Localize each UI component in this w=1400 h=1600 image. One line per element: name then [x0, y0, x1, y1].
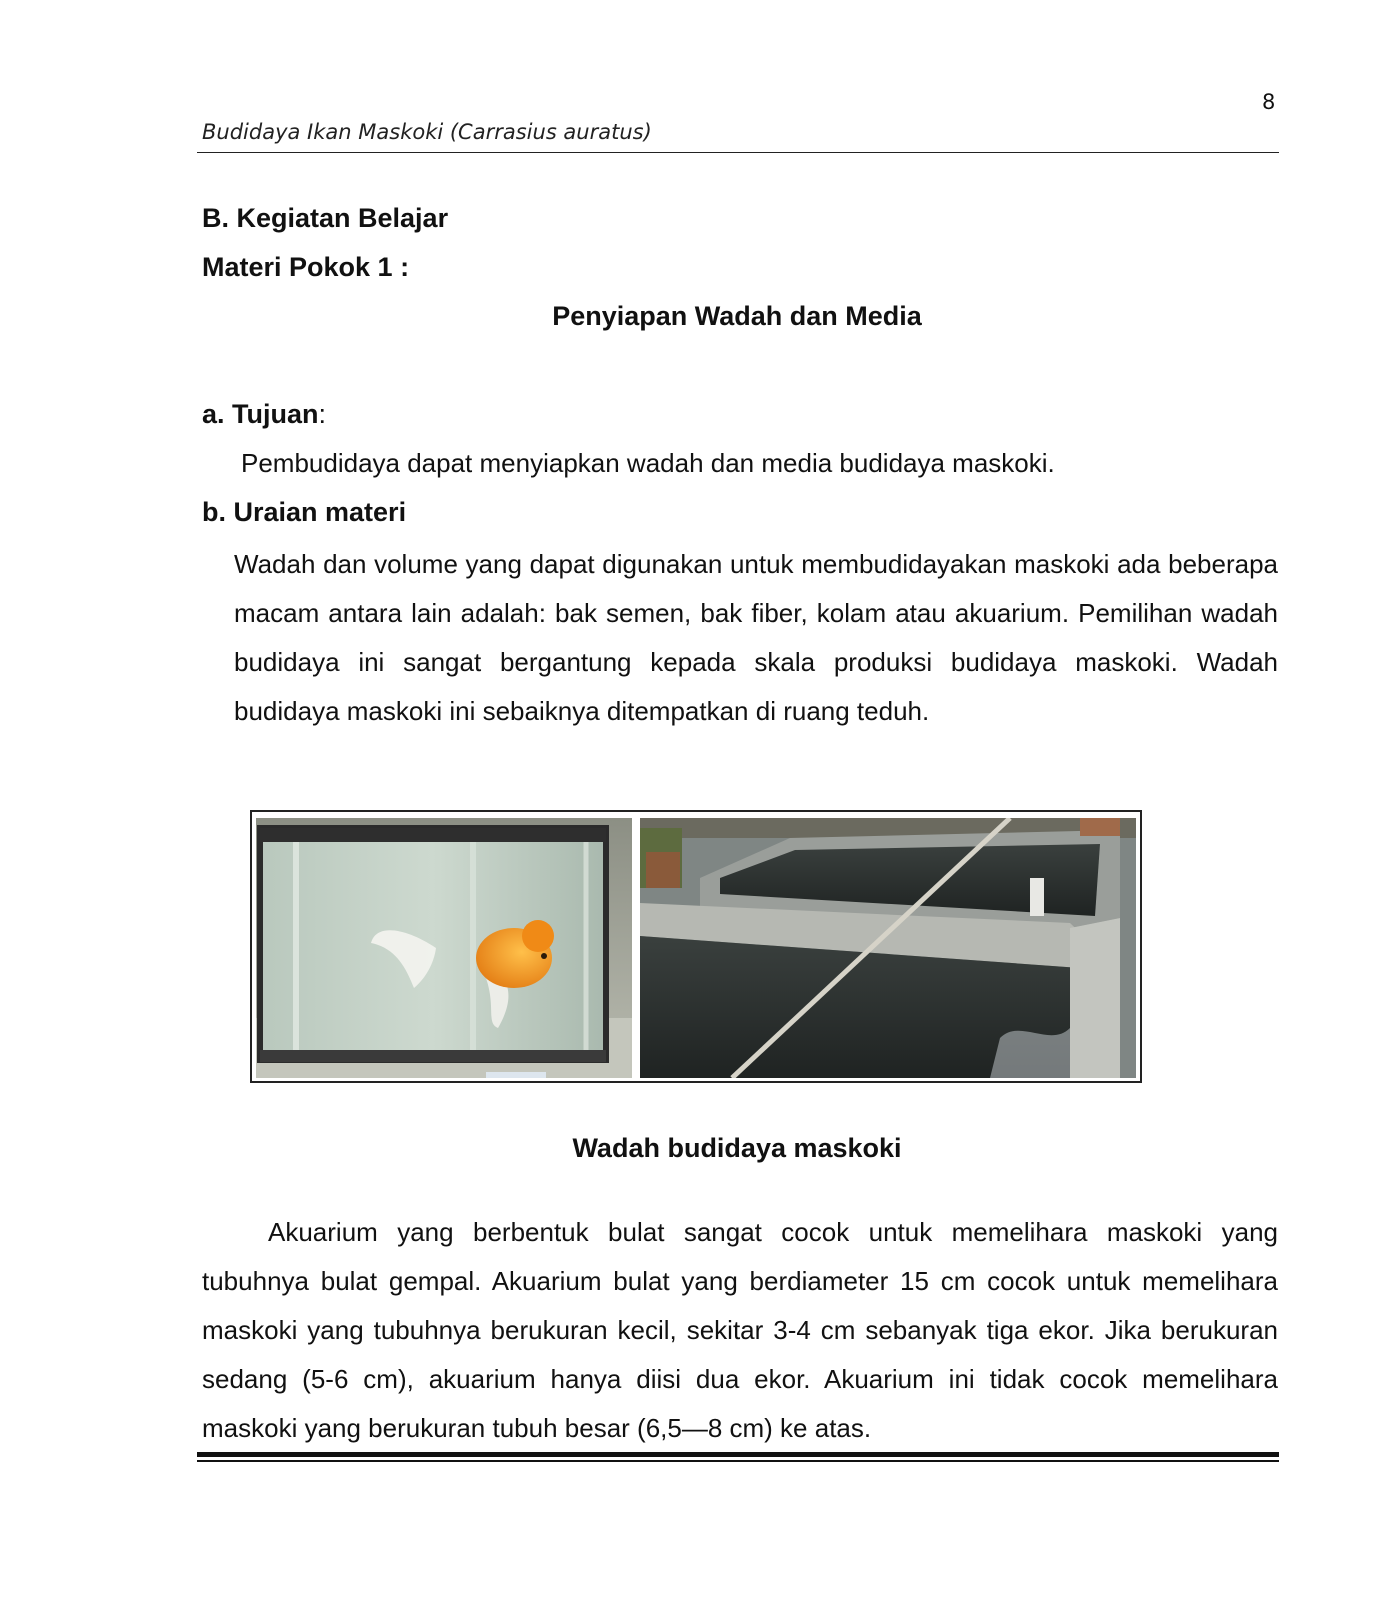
objective-heading-label: a. Tujuan — [202, 399, 319, 429]
header-rule — [197, 152, 1279, 153]
objective-text: Pembudidaya dapat menyiapkan wadah dan media budidaya maskoki. — [241, 448, 1055, 478]
objective-heading — [202, 399, 326, 430]
material-paragraph: Wadah dan volume yang dapat digunakan untuk membudidayakan maskoki ada beberapa macam antara lain adalah: bak semen, bak fiber, kolam atau akuarium. Pemilihan wadah budidaya ini sangat bergantung kepada skala produksi budidaya maskoki. Wadah budidaya maskoki ini sebaiknya ditempatkan di ruang teduh. — [234, 549, 1278, 726]
material-heading: b. Uraian materi — [202, 497, 407, 527]
body-paragraph-text: Akuarium yang berbentuk bulat sangat cocok untuk memelihara maskoki yang tubuhnya bulat gempal. Akuarium bulat yang berdiameter 15 cm cocok untuk memelihara maskoki yang tubuhnya berukuran kecil, sekitar 3-4 cm sebanyak tiga ekor. Jika berukuran sedang (5-6 cm), akuarium hanya diisi dua ekor. Akuarium ini tidak cocok memelihara maskoki yang berukuran tubuh besar (6,5—8 cm) ke atas. — [202, 1217, 1278, 1443]
topic-title: Penyiapan Wadah dan Media — [552, 301, 922, 331]
aquarium-illustration — [256, 818, 632, 1078]
aquarium-photo — [256, 818, 632, 1078]
section-title: B. Kegiatan Belajar — [202, 203, 449, 233]
objective-heading-colon: : — [318, 399, 327, 429]
footer-rule-thin — [197, 1460, 1279, 1462]
subject-label: Materi Pokok 1 : — [202, 252, 410, 282]
figure-frame — [250, 810, 1142, 1083]
pond-illustration — [640, 818, 1136, 1078]
body-paragraph — [202, 1208, 1278, 1453]
footer-rule-thick — [197, 1452, 1279, 1457]
figure-caption: Wadah budidaya maskoki — [572, 1133, 902, 1163]
running-header-title: Budidaya Ikan Maskoki (Carrasius auratus) — [202, 120, 652, 144]
pond-photo — [640, 818, 1136, 1078]
page-number: 8 — [1262, 90, 1276, 114]
